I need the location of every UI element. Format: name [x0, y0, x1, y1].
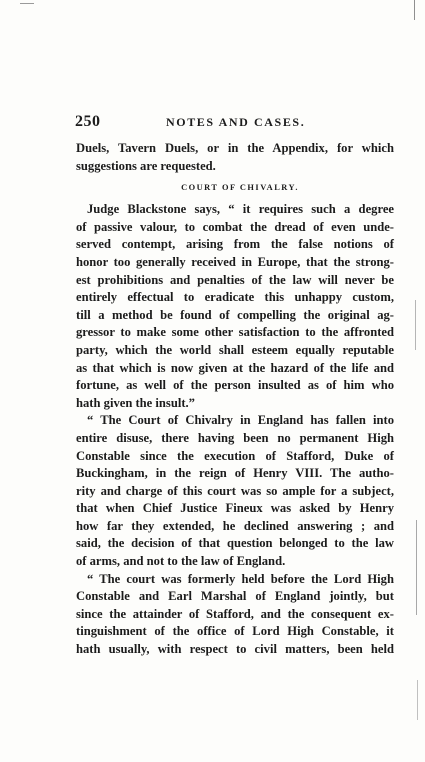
text-line: Judge Blackstone says, “ it requires such a degree	[87, 202, 394, 217]
page-edge-line	[417, 680, 418, 720]
page-edge-line	[414, 0, 415, 20]
corner-mark	[20, 3, 34, 4]
text-line: entire disuse, there having been no permanent High	[76, 430, 394, 445]
text-line: party, which the world shall esteem equally reputable	[76, 342, 394, 357]
text-line: that when Chief Justice Fineux was asked by Henry	[76, 501, 394, 516]
text-line: fortune, as well of the person insulted as of him who	[76, 378, 394, 393]
paragraph	[76, 201, 394, 412]
text-line: “ The court was formerly held before the Lord High	[87, 571, 394, 586]
section-heading: COURT OF CHIVALRY.	[181, 183, 299, 193]
text-line: Buckingham, in the reign of Henry VIII. The autho-	[76, 466, 394, 481]
text-line: Constable and Earl Marshal of England jointly, but	[76, 589, 394, 604]
page-edge-line	[416, 520, 417, 615]
text-line: gressor to make some other satisfaction to the affronted	[76, 325, 394, 340]
paragraph	[76, 571, 394, 659]
text-line: how far they extended, he declined answering ; and	[76, 518, 394, 533]
text-line: “ The Court of Chivalry in England has fallen into	[87, 413, 394, 428]
paragraph	[76, 412, 394, 570]
page-edge-line	[415, 300, 416, 350]
text-line: tinguishment of the office of Lord High Constable, it	[76, 624, 394, 639]
text-line: of arms, and not to the law of England.	[76, 554, 286, 569]
text-line: Duels, Tavern Duels, or in the Appendix, for which	[76, 141, 394, 155]
opening-paragraph	[76, 140, 394, 175]
text-line: said, the decision of that question belonged to the law	[76, 536, 394, 551]
text-line: entirely effectual to eradicate this unhappy custom,	[76, 290, 394, 305]
text-line: suggestions are requested.	[76, 158, 216, 173]
running-head	[75, 113, 395, 133]
running-title: NOTES AND CASES.	[166, 115, 306, 129]
body-text	[76, 140, 394, 659]
text-line: rity and charge of this court was so ample for a subject,	[76, 483, 394, 498]
text-line: till a method be found of compelling the original ag-	[76, 307, 394, 322]
text-line: est prohibitions and penalties of the law will never be	[76, 272, 394, 287]
text-line: Constable since the execution of Stafford, Duke of	[76, 448, 394, 463]
text-line: served contempt, arising from the false notions of	[76, 237, 394, 252]
text-line: of passive valour, to combat the dread of even unde-	[76, 219, 394, 234]
text-line: honor too generally received in Europe, that the strong-	[76, 254, 394, 269]
page-number: 250	[75, 113, 101, 130]
text-line: hath usually, with respect to civil matters, been held	[76, 642, 394, 657]
text-line: hath given the insult.”	[76, 395, 195, 410]
text-line: as that which is now given at the hazard of the life and	[76, 360, 394, 375]
text-line: since the attainder of Stafford, and the consequent ex-	[76, 606, 394, 621]
